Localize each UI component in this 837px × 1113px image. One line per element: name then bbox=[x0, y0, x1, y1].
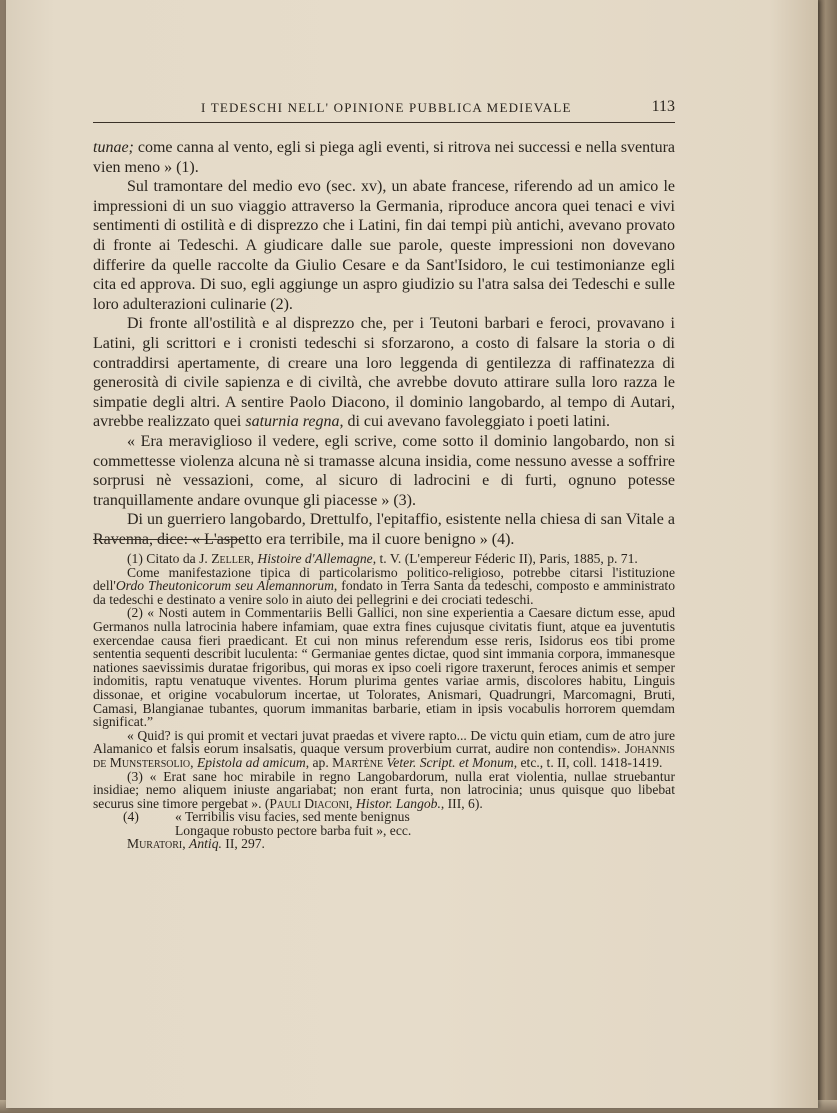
text-run: di cui avevano favoleggiato i poeti latini. bbox=[343, 413, 611, 431]
footnote-2 bbox=[93, 606, 675, 728]
page-header bbox=[93, 100, 675, 123]
text-run: (2) « Nosti autem in Commentariis Belli Gallici, non sine experientia a Caesare dictum esse, apud Germanos nulla latrocinia habere infamiam, quae extra fines cujusque civitatis fiunt, atque ea juventutis exercendae causa fieri praedicant. Et cui non minus referendum esse reris, Isidorus eos tibi prome sententia sequenti describit luculenta: “ Germaniae gentes dictae, quod sint immania corpora, immanesque nationes saevissimis duratae frigoribus, qui moras ex ipso coeli rigore traxerunt, feroces animis et semper indomitis, raptu venatuque viventes. Horum plurima gentes variae armis, discolores habitu, Linguis dissonae, et origine vocabulorum incertae, ut Tolorates, Anismari, Quadrungri, Marcomagni, Bruti, Camasi, Blangianae tubantes, quorum immanitas barbarie, etiam in ipsis vocabulis horrorem quemdam significat.” bbox=[93, 605, 675, 730]
text-run: Di fronte all'ostilità e al disprezzo che, per i Teutoni barbari e feroci, provavano i Latini, gli scrittori e i cronisti tedeschi si sforzarono, a costo di falsare la storia o di contraddirsi apertamente, di creare una loro leggenda di gentilezza di raffinatezza di generosità di civile sapienza e di civiltà, che avrebbe dovuto attirare sulla loro razza le simpatie degli altri. A sentire Paolo Diacono, il dominio langobardo, al tempo di Autari, avrebbe realizzato quei bbox=[93, 315, 675, 431]
footnote-1-continued bbox=[93, 566, 675, 607]
italic-text: tunae; bbox=[93, 139, 134, 156]
text-run: Di un guerriero langobardo, Drettulfo, l'epitaffio, esistente nella chiesa di san Vitale a Ravenna, dice: « L'aspetto era terribile, ma il cuore benigno » (4). bbox=[93, 511, 675, 548]
footnote-4 bbox=[93, 810, 675, 837]
footnote-4-source bbox=[93, 837, 675, 851]
small-caps-name: Muratori bbox=[127, 836, 183, 852]
text-run: come canna al vento, egli si piega agli eventi, si ritrova nei successi e nella sventura vien meno » (1). bbox=[93, 139, 676, 176]
text-run: , t. V. (L'empereur Féderic II), Paris, 1885, p. 71. bbox=[372, 551, 638, 566]
text-run: « Era meraviglioso il vedere, egli scrive, come sotto il dominio langobardo, non si commettesse violenza alcuna nè si tramasse alcuna insidia, come nessuno avesse a soffrire sorprusi nè vessazioni, come, al sicuro di ladrocini e di furti, ognuno potesse tranquillamente andare ovunque gli piacesse » (3). bbox=[93, 432, 675, 509]
paragraph bbox=[93, 510, 675, 549]
text-run: , etc., t. II, coll. 1418-1419. bbox=[513, 754, 663, 770]
italic-text: Epistola ad amicum bbox=[196, 754, 306, 770]
text-run: Sul tramontare del medio evo (sec. xv), un abate francese, riferendo ad un amico le impressioni di un suo viaggio attraverso la Germania, riproduce ancora quei tenaci e vivi sentimenti di ostilità e di disprezzo che i Latini, fin dai tempi più antichi, avevano provato di fronte ai Tedeschi. A giudicare dalle sue parole, queste impressioni non dovevano differire da quelle raccolte da Giulio Cesare e da Sant'Isidoro, le cui testimonianze egli cita ed approva. Di suo, egli aggiunge un aspro giudizio su l'atra salsa dei Tedeschi e sulle loro adulterazioni culinarie (2). bbox=[93, 178, 675, 313]
verse-line: Longaque robusto pectore barba fuit », ecc. bbox=[175, 822, 412, 838]
footnote-2-continued bbox=[93, 729, 675, 770]
text-run: , III, 6). bbox=[440, 795, 483, 811]
footnotes bbox=[93, 552, 675, 851]
verse-line: « Terribilis visu facies, sed mente benignus bbox=[175, 809, 410, 825]
page-edge-right bbox=[818, 0, 837, 1113]
footnote-3 bbox=[93, 770, 675, 811]
text-run: « Quid? is qui promit et vectari juvat praedas et vivere rapto... De victu quin etiam, cum de atro jure Alamanico et falsis eorum insalsatis, quaque versum proverbium currat, audire non contendis». bbox=[93, 727, 675, 757]
text-run: , fondato in Terra Santa da tedeschi, composto e amministrato da tedeschi e destinato a venire solo in aiuto dei pellegrini e dei crociati tedeschi. bbox=[93, 578, 675, 607]
small-caps-name: Martène bbox=[332, 754, 384, 770]
paragraph bbox=[93, 138, 675, 177]
text-run: , ap. bbox=[305, 754, 333, 770]
paragraph bbox=[93, 177, 675, 314]
text-run: , bbox=[250, 551, 258, 566]
small-caps-name: Pauli Diaconi bbox=[269, 795, 350, 811]
text-run: , bbox=[190, 754, 197, 770]
paragraph bbox=[93, 314, 675, 432]
text-run: Come manifestazione tipica di particolarismo politico-religioso, potrebbe citarsi l'istituzione dell' bbox=[93, 564, 675, 594]
italic-text: Antiq. bbox=[189, 836, 222, 852]
text-run: , bbox=[182, 836, 190, 852]
main-text bbox=[93, 138, 675, 549]
italic-text: Veter. Script. et Monum bbox=[386, 754, 514, 770]
footnote-4-number: (4) bbox=[123, 809, 139, 825]
italic-text: saturnia regna, bbox=[245, 413, 344, 431]
quotation-paragraph bbox=[93, 432, 675, 510]
footnote-separator bbox=[93, 539, 245, 540]
text-run: , bbox=[349, 795, 356, 811]
running-head: I TEDESCHI NELL' OPINIONE PUBBLICA MEDIEVALE bbox=[201, 100, 572, 115]
italic-text: Histoire d'Allemagne bbox=[257, 551, 373, 566]
footnote-1 bbox=[93, 552, 675, 566]
text-run: (1) Citato da J. bbox=[127, 551, 212, 566]
small-caps-name: Johannis de Munstersolio bbox=[93, 741, 675, 770]
page-number: 113 bbox=[651, 98, 675, 115]
footnote-4-verse bbox=[175, 810, 675, 837]
text-run: II, 297. bbox=[221, 836, 265, 852]
italic-text: Histor. Langob. bbox=[355, 795, 441, 811]
italic-text: Ordo Theutonicorum seu Alemannorum bbox=[115, 578, 334, 594]
small-caps-name: Zeller bbox=[211, 551, 251, 566]
text-run: (3) « Erat sane hoc mirabile in regno Langobardorum, nulla erat violentia, nullae struebantur insidiae; nemo aliquem iniuste angariabat; non erant furta, non latrocinia; unus quisque quo libebat securus sine timore pergebat ». ( bbox=[93, 768, 675, 811]
